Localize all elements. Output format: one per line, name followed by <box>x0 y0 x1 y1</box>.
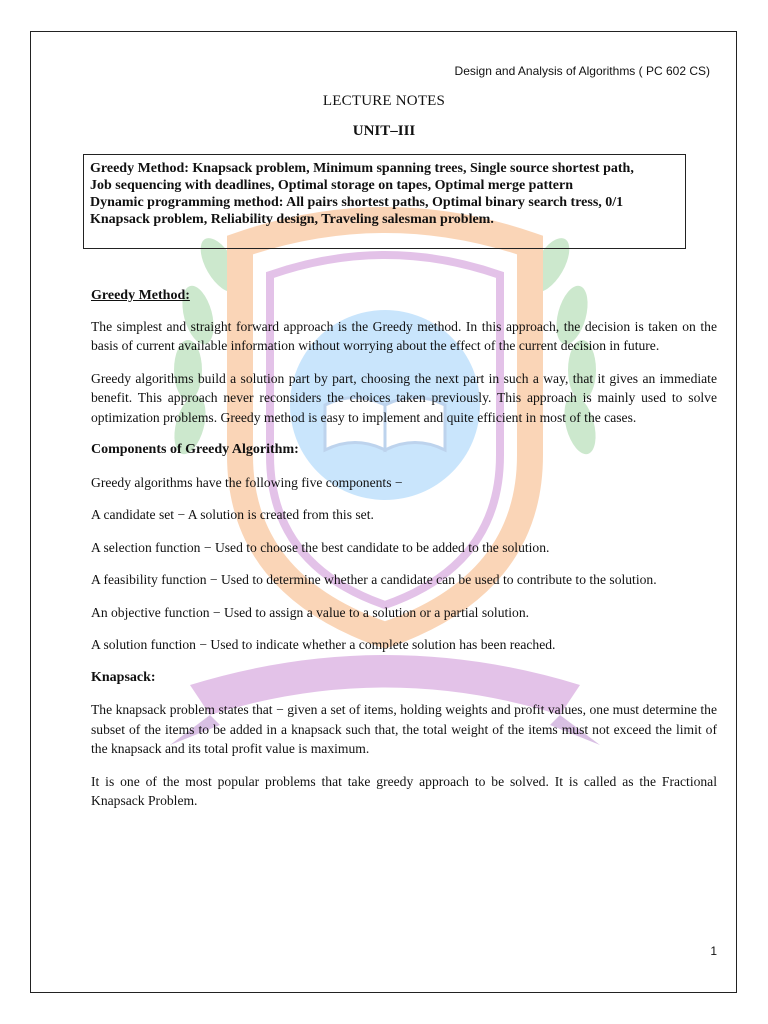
components-intro: Greedy algorithms have the following five components − <box>91 474 403 490</box>
lecture-title: LECTURE NOTES <box>322 93 446 109</box>
component-item: A selection function − Used to choose the best candidate to be added to the solution. <box>91 539 550 555</box>
main-content <box>91 286 717 824</box>
unit-title: UNIT–III <box>352 123 416 139</box>
greedy-paragraph: The simplest and straight forward approach is the Greedy method. In this approach, the decision is taken on the basis of current available information without worrying about the effect of the current decision in future. <box>91 318 717 353</box>
page-number: 1 <box>710 944 717 958</box>
running-header: Design and Analysis of Algorithms ( PC 602 CS) <box>454 64 710 78</box>
component-item: A solution function − Used to indicate whether a complete solution has been reached. <box>91 637 556 652</box>
knapsack-paragraph: It is one of the most popular problems that take greedy approach to be solved. It is called as the Fractional Knapsack Problem. <box>91 773 717 808</box>
component-item: A candidate set − A solution is created from this set. <box>91 507 374 522</box>
greedy-method-heading: Greedy Method: <box>91 288 190 303</box>
component-item: An objective function − Used to assign a value to a solution or a partial solution. <box>91 604 530 620</box>
knapsack-paragraph: The knapsack problem states that − given a set of items, holding weights and profit values, one must determine the subset of the items to be added in a knapsack such that, the total weight of the items must not exceed the limit of the knapsack and its total profit value is maximum. <box>91 702 717 756</box>
syllabus-box <box>83 154 686 249</box>
syllabus-line: Knapsack problem, Reliability design, Traveling salesman problem. <box>90 212 494 227</box>
knapsack-heading: Knapsack: <box>91 669 156 685</box>
components-heading: Components of Greedy Algorithm: <box>91 442 299 457</box>
greedy-paragraph: Greedy algorithms build a solution part by part, choosing the next part in such a way, that it gives an immediate benefit. This approach never reconsiders the choices taken previously. This approach is mainly used to solve optimization problems. Greedy method is easy to implement and quite efficient in most of the cases. <box>91 370 717 425</box>
syllabus-line: Job sequencing with deadlines, Optimal storage on tapes, Optimal merge pattern <box>90 178 573 193</box>
syllabus-line: Greedy Method: Knapsack problem, Minimum spanning trees, Single source shortest path, <box>90 161 634 176</box>
syllabus-line: Dynamic programming method: All pairs shortest paths, Optimal binary search tress, 0/1 <box>90 195 624 210</box>
component-item: A feasibility function − Used to determine whether a candidate can be used to contribute to the solution. <box>91 572 657 587</box>
